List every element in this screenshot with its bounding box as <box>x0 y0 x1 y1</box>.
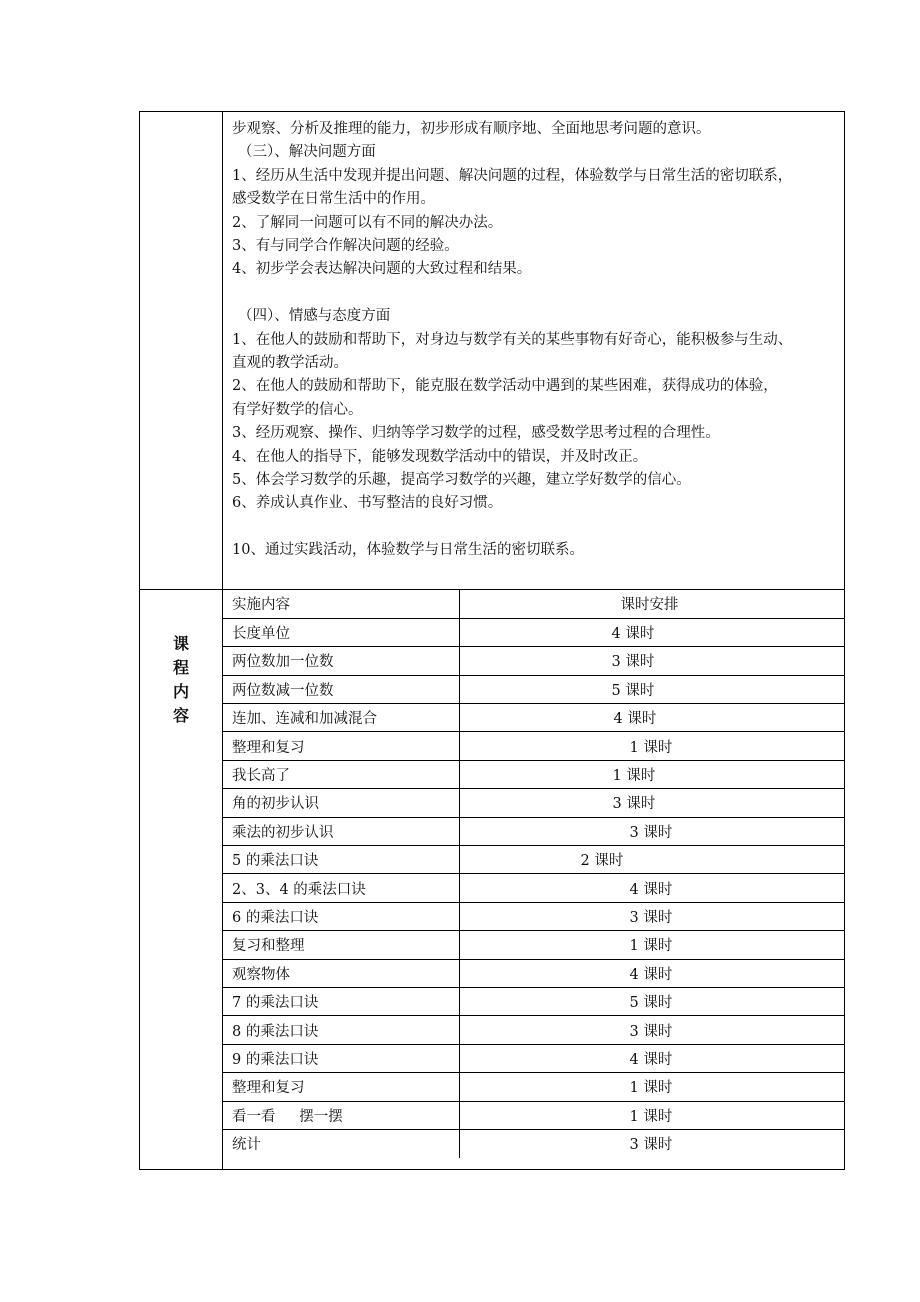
table-row <box>223 1044 845 1072</box>
text-line: 步观察、分析及推理的能力，初步形成有顺序地、全面地思考问题的意识。 <box>232 121 711 137</box>
subheading-attitude: （四）、情感与态度方面 <box>238 308 391 325</box>
table-row <box>223 618 845 646</box>
table-row <box>223 1101 845 1129</box>
lesson-name: 我长高了 <box>223 760 459 788</box>
text-line: 5、体会学习数学的乐趣，提高学习数学的兴趣，建立学好数学的信心。 <box>232 472 691 489</box>
text-line: 3、有与同学合作解决问题的经验。 <box>232 238 459 255</box>
lesson-name: 整理和复习 <box>223 732 459 760</box>
lesson-name: 连加、连减和加减混合 <box>223 704 459 732</box>
lesson-name: 两位数减一位数 <box>223 675 459 703</box>
text-line: 6、养成认真作业、书写整洁的良好习惯。 <box>232 495 503 512</box>
schedule-table <box>223 590 845 1158</box>
side-label-char: 程 <box>172 658 189 677</box>
lesson-hours: 1 课时 <box>459 1101 845 1129</box>
header-hours: 课时安排 <box>459 590 845 618</box>
text-line: 1、经历从生活中发现并提出问题、解决问题的过程，体验数学与日常生活的密切联系， <box>232 167 793 184</box>
course-content-label <box>140 632 222 728</box>
lesson-hours: 4 课时 <box>459 874 845 902</box>
subheading-problem-solving: （三）、解决问题方面 <box>238 144 376 161</box>
lesson-name: 7 的乘法口诀 <box>223 987 459 1015</box>
text-line: 10、通过实践活动，体验数学与日常生活的密切联系。 <box>232 542 584 559</box>
lesson-name: 统计 <box>223 1129 459 1157</box>
lesson-hours: 3 课时 <box>459 789 845 817</box>
table-row <box>223 1073 845 1101</box>
table-row <box>223 647 845 675</box>
table-row <box>223 1016 845 1044</box>
lesson-hours: 3 课时 <box>459 1016 845 1044</box>
lesson-name: 2、3、4 的乘法口诀 <box>223 874 459 902</box>
lesson-name: 角的初步认识 <box>223 789 459 817</box>
lesson-hours: 4 课时 <box>459 704 845 732</box>
side-label-char: 内 <box>172 682 189 701</box>
lesson-hours: 5 课时 <box>459 675 845 703</box>
lesson-name: 9 的乘法口诀 <box>223 1044 459 1072</box>
table-row <box>223 846 845 874</box>
lesson-name: 两位数加一位数 <box>223 647 459 675</box>
lesson-hours: 2 课时 <box>459 846 845 874</box>
table-row <box>223 874 845 902</box>
lesson-name: 整理和复习 <box>223 1073 459 1101</box>
plan-table <box>139 111 845 1170</box>
table-row <box>223 675 845 703</box>
lesson-hours: 5 课时 <box>459 987 845 1015</box>
table-row <box>223 760 845 788</box>
lesson-name: 5 的乘法口诀 <box>223 846 459 874</box>
table-row <box>223 987 845 1015</box>
text-line: 2、了解同一问题可以有不同的解决办法。 <box>232 214 503 231</box>
lesson-hours: 1 课时 <box>459 732 845 760</box>
header-content: 实施内容 <box>223 590 459 618</box>
schedule-header-row <box>223 590 845 618</box>
side-label-char: 容 <box>172 706 189 725</box>
objectives-text-cell <box>232 118 842 563</box>
lesson-hours: 1 课时 <box>459 760 845 788</box>
text-line: 有学好数学的信心。 <box>232 401 363 418</box>
lesson-hours: 3 课时 <box>629 1137 673 1154</box>
table-row <box>223 817 845 845</box>
lesson-hours: 1 课时 <box>459 1073 845 1101</box>
lesson-name: 观察物体 <box>223 959 459 987</box>
lesson-hours: 4 课时 <box>459 959 845 987</box>
text-line: 3、经历观察、操作、归纳等学习数学的过程，感受数学思考过程的合理性。 <box>232 425 720 442</box>
table-row <box>223 732 845 760</box>
text-line: 4、初步学会表达解决问题的大致过程和结果。 <box>232 261 532 278</box>
text-line: 2、在他人的鼓励和帮助下，能克服在数学活动中遇到的某些困难，获得成功的体验， <box>232 378 778 395</box>
text-line: 4、在他人的指导下，能够发现数学活动中的错误，并及时改正。 <box>232 448 648 465</box>
table-row <box>223 789 845 817</box>
lesson-name: 看一看 摆一摆 <box>223 1101 459 1129</box>
table-row <box>223 959 845 987</box>
table-row <box>223 704 845 732</box>
text-line: 直观的教学活动。 <box>232 355 348 372</box>
lesson-hours: 4 课时 <box>459 1044 845 1072</box>
lesson-hours: 1 课时 <box>459 931 845 959</box>
lesson-name: 复习和整理 <box>223 931 459 959</box>
lesson-name: 乘法的初步认识 <box>223 817 459 845</box>
table-row <box>223 1129 845 1157</box>
table-row <box>223 902 845 930</box>
lesson-hours: 3 课时 <box>459 902 845 930</box>
text-line: 1、在他人的鼓励和帮助下，对身边与数学有关的某些事物有好奇心，能积极参与生动、 <box>232 331 793 348</box>
lesson-name: 8 的乘法口诀 <box>223 1016 459 1044</box>
table-row <box>223 931 845 959</box>
text-line: 感受数学在日常生活中的作用。 <box>232 191 435 208</box>
lesson-hours: 3 课时 <box>459 647 845 675</box>
lesson-hours: 3 课时 <box>459 817 845 845</box>
lesson-name: 6 的乘法口诀 <box>223 902 459 930</box>
lesson-name: 长度单位 <box>223 618 459 646</box>
side-label-char: 课 <box>172 634 189 653</box>
lesson-hours: 4 课时 <box>459 618 845 646</box>
